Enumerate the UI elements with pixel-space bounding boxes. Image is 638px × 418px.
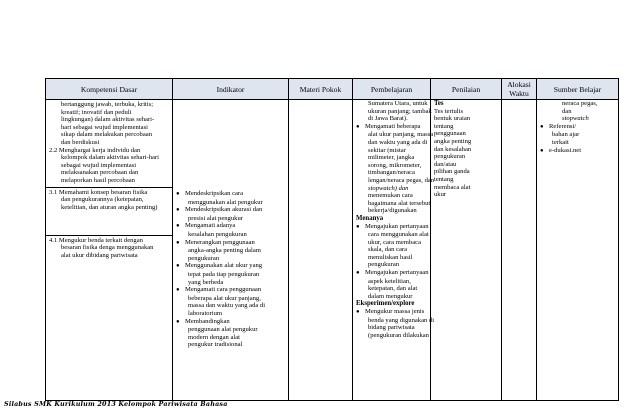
header-pembelajaran: Pembelajaran [353, 79, 431, 100]
bullet-icon: ● [356, 270, 360, 277]
bullet-icon: ● [176, 191, 180, 197]
cell-sumber-belajar [537, 100, 619, 401]
kd-line: melaporkan hasil percobaan [61, 176, 135, 184]
bullet-icon: ● [356, 123, 360, 130]
header-sumber-belajar: Sumber Belajar [537, 79, 619, 100]
penilaian-text: pengukuran [434, 153, 466, 161]
indikator-item [176, 190, 288, 199]
pembelajaran-text: di Jawa Barat). [368, 115, 408, 123]
indikator-text: penggunaan alat pengukur [188, 326, 258, 334]
penilaian-text: tentang [434, 122, 454, 130]
bullet-icon: ● [176, 239, 180, 246]
sumber-text: stopwatch [562, 115, 589, 123]
kd-line: 3.1 Memahami konsep besaran fisika [49, 188, 148, 196]
indikator-text: Membandingkan [185, 317, 230, 325]
kd-line: 4.1 Mengukur benda terkait dengan [49, 236, 143, 244]
indikator-text: beberapa alat ukur panjang, [188, 294, 261, 302]
header-indikator: Indikator [173, 79, 289, 100]
bullet-icon: ● [176, 263, 180, 270]
pembelajaran-text: Mengajukan pertanyaan [365, 269, 429, 277]
kd-block-4-1 [46, 235, 172, 262]
kd-line: kelompok dalam aktivitas sehari-hari [61, 154, 159, 162]
indikator-item [176, 239, 288, 248]
sumber-text: neraca pegas, [562, 100, 598, 107]
pembelajaran-text: stopwatch) dan [368, 184, 409, 192]
indikator-item [176, 262, 288, 271]
header-alokasi-line2: Waktu [509, 89, 529, 98]
pembelajaran-item [356, 269, 430, 278]
sumber-text: bahan ajar [552, 131, 580, 139]
pembelajaran-text: aspek ketelitian, [368, 277, 411, 285]
pembelajaran-text: lengan/neraca pegas, dan [368, 176, 435, 184]
kd-block-3-1 [46, 187, 172, 235]
bullet-icon: ● [176, 223, 180, 230]
sumber-item [540, 147, 618, 156]
indikator-text: angka-angka penting dalam [188, 247, 261, 255]
kd-line: dan berdiskusi [61, 138, 100, 146]
kd-line: 2.2 Menghargai kerja individu dan [49, 146, 141, 154]
penilaian-heading: Tes [434, 100, 444, 107]
pembelajaran-text: menemukan cara [368, 192, 413, 200]
header-kompetensi-dasar: Kompetensi Dasar [46, 79, 173, 100]
pembelajaran-text: dalam mengukur [368, 292, 413, 300]
penilaian-text: dan kesalahan [434, 145, 472, 153]
penilaian-text: bentuk uraian [434, 115, 471, 123]
indikator-text: Mengamati adanya [185, 222, 236, 230]
kd-line: hari sebagai wujud implementasi [61, 123, 148, 131]
indikator-text: presisi alat pengukur [188, 214, 243, 222]
bullet-icon: ● [356, 223, 360, 230]
penilaian-text: dan/atau [434, 160, 457, 168]
pembelajaran-text: ketepatan, dan alat [368, 285, 418, 293]
penilaian-text: angka penting [434, 137, 472, 145]
cell-alokasi-waktu [502, 100, 537, 401]
indikator-text: tepat pada tiap pengukuran [188, 270, 260, 278]
sumber-text: terkait [552, 138, 569, 146]
kd-line: melaksanakan percobaan dan [61, 169, 139, 177]
pembelajaran-text: dan waktu yang ada di [368, 138, 428, 146]
bullet-icon: ● [540, 123, 544, 130]
indikator-text: massa dan waktu yang ada di [188, 302, 266, 310]
indikator-text: yang berbeda [188, 278, 224, 286]
indikator-text: pengukuran [188, 254, 220, 262]
sumber-text: dan [562, 107, 572, 115]
pembelajaran-text: bagaimana alat tersebut [368, 199, 431, 207]
cell-penilaian [431, 100, 502, 401]
bullet-icon: ● [176, 207, 180, 214]
pembelajaran-text: Mengukur massa jenis [365, 308, 425, 316]
kd-line: sebagai wujud implementasi [61, 161, 137, 169]
pembelajaran-text: skala, dan cara [368, 246, 407, 254]
pembelajaran-text: (pengukuran dilakukan [368, 331, 429, 339]
pembelajaran-text: sekitar (mistar [368, 146, 406, 154]
indikator-item [176, 222, 288, 231]
header-alokasi-waktu [502, 79, 537, 100]
header-materi-pokok: Materi Pokok [289, 79, 353, 100]
pembelajaran-item [356, 123, 430, 132]
header-penilaian: Penilaian [431, 79, 502, 100]
penilaian-text: pilihan ganda [434, 168, 470, 176]
table-row [46, 100, 619, 401]
pembelajaran-text: sorong, mikrometer, [368, 161, 422, 169]
bullet-icon: ● [176, 318, 180, 325]
indikator-text: menggunakan alat pengukur [188, 198, 263, 206]
sumber-text: Referensi/ [549, 122, 577, 130]
eksperimen-heading: Eksperimen/explore [356, 300, 415, 308]
pembelajaran-text: milimeter, jangka [368, 154, 415, 162]
pembelajaran-text: bidang pariwisata [368, 324, 415, 332]
kd-line: dan pengukurannya (ketepatan, [61, 196, 144, 204]
pembelajaran-text: timbangan/neraca [368, 169, 415, 177]
penilaian-text: membaca alat [434, 183, 471, 191]
kd-line: bertanggung jawab, terbuka, kritis; [61, 101, 154, 108]
sumber-item [540, 123, 618, 132]
kd-line: alat ukur dibidang pariwisata [61, 251, 138, 259]
syllabus-table [45, 78, 619, 401]
cell-indikator [173, 100, 289, 401]
pembelajaran-text: cara menggunakan alat [368, 231, 429, 239]
bullet-icon: ● [540, 147, 544, 154]
cell-materi-pokok [289, 100, 353, 401]
bullet-icon: ● [356, 309, 360, 316]
pembelajaran-text: benda yang digunakan di [368, 316, 435, 324]
pembelajaran-text: menuliskan hasil [368, 253, 413, 261]
kd-block-sikap [46, 100, 172, 187]
indikator-item [176, 206, 288, 215]
pembelajaran-text: Mengajukan pertanyaan [365, 222, 429, 230]
cell-pembelajaran [353, 100, 435, 401]
indikator-text: kesalahan pengukuran [188, 230, 247, 238]
pembelajaran-text: ukur, cara membaca [368, 238, 422, 246]
sumber-content [537, 100, 618, 155]
indikator-list [173, 100, 288, 349]
page-footer: Silabus SMK Kurikulum 2013 Kelompok Pariwisata Bahasa [4, 400, 228, 408]
kd-line: besaran fisika denga menggunakan [61, 244, 154, 252]
indikator-text: Mendeskripsikan akurasi dan [185, 206, 263, 214]
penilaian-text: penggunaan [434, 130, 466, 138]
indikator-text: laboratorium [188, 309, 223, 317]
table-header-row [46, 79, 619, 100]
indikator-item [176, 318, 288, 327]
indikator-text: Mengamati cara penggunaan [185, 286, 262, 294]
pembelajaran-content [353, 100, 435, 339]
indikator-text: Mendeskripsikan cara [185, 190, 244, 197]
indikator-text: pengukur tradisional [188, 341, 243, 349]
kd-line: lingkungan) dalam aktivitas sehari- [61, 116, 155, 124]
pembelajaran-item [356, 308, 430, 317]
sumber-text: e-dukasi.net [549, 146, 582, 154]
bullet-icon: ● [176, 287, 180, 294]
cell-kompetensi-dasar [46, 100, 173, 401]
indikator-item [176, 286, 288, 295]
penilaian-text: ukur [434, 191, 447, 199]
pembelajaran-text: pengukuran [368, 261, 400, 269]
pembelajaran-text: bekerja/digunakan [368, 207, 417, 215]
pembelajaran-item [356, 223, 430, 232]
kd-line: kreatif; inovatif dan peduli [61, 108, 132, 116]
penilaian-content [431, 100, 501, 199]
indikator-text: modern dengan alat [188, 333, 240, 341]
kd-line: ketelitian, dan aturan angka penting) [61, 203, 158, 211]
pembelajaran-text: alat ukur panjang, massa [368, 131, 434, 139]
indikator-text: Menerangkan penggunaan [185, 238, 255, 246]
penilaian-text: Tes tertulis [434, 107, 464, 115]
kd-line: sikap dalam melakukan percobaan [61, 131, 152, 139]
pembelajaran-text: Mengamati beberapa [365, 122, 421, 130]
penilaian-text: tentang [434, 175, 454, 183]
pembelajaran-text: ukuran panjang; tambak [368, 107, 432, 115]
pembelajaran-text: Sumatera Utara, untuk [368, 100, 428, 107]
header-alokasi-line1: Alokasi [507, 80, 531, 89]
menanya-heading: Menanya [356, 214, 384, 222]
indikator-text: Menggunakan alat ukur yang [185, 262, 263, 270]
